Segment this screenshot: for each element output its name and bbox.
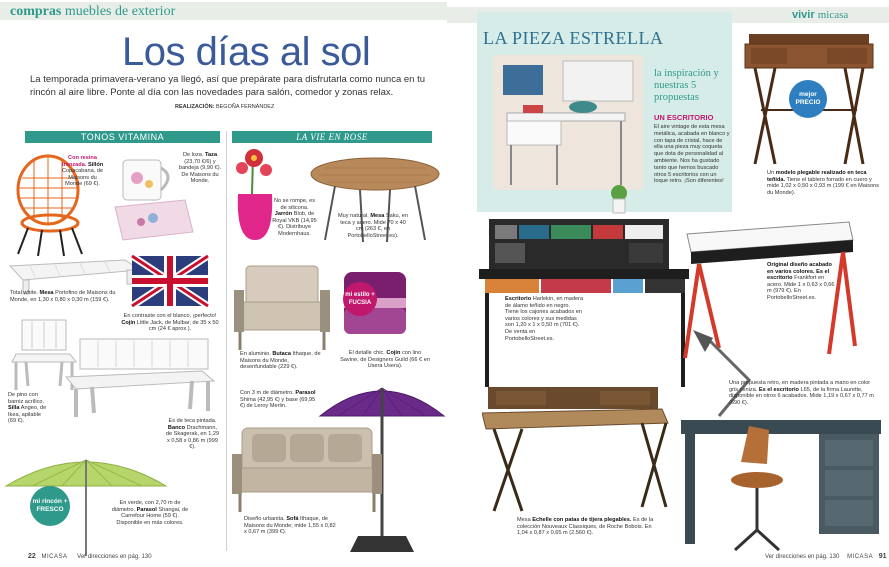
caption-cojin-lino-lead: El detalle chic. — [348, 350, 385, 356]
echelle-desk-image — [482, 383, 672, 513]
caption-butaca-lead: En aluminio. — [240, 351, 271, 357]
caption-cojin-lino — [340, 350, 430, 370]
caption-jarron-name: Jarrón — [274, 211, 293, 218]
sofa-image — [232, 420, 382, 515]
caption-frankfort-name: Es el escritorio — [767, 268, 830, 282]
caption-parasol-verde-rest: Shangai, de Carrefour Home (59 €). Disponible en más colores. — [116, 506, 189, 526]
caption-echelle-rest: Es de la colección Nouveaux Classiques, de Roche Bobois. En 1,04 x 0,87 x 0,65 m (2.560 €). — [517, 517, 654, 537]
caption-taza — [176, 152, 224, 185]
caption-cojin-lino-name: Cojín — [386, 350, 401, 356]
credit — [175, 104, 274, 110]
caption-cojin-blanco-name: Cojín — [121, 319, 136, 326]
white-bench-image — [62, 335, 217, 420]
caption-sillon-rest: Copacabana, de Maisons du Monde (69 €). — [61, 168, 104, 188]
caption-sillon-lead: Con resina trenzada. — [61, 155, 97, 168]
caption-sofa — [244, 516, 336, 536]
caption-sillon-name: Sillón — [87, 161, 104, 168]
caption-parasol-verde-name: Parasol — [136, 506, 157, 513]
inspiration-head: UN ESCRITORIO — [654, 113, 714, 122]
badge-mi-rincon: mi rincón + FRESCO — [30, 486, 70, 526]
feature-title: LA PIEZA ESTRELLA — [483, 28, 664, 48]
caption-frankfort-lead: Original diseño acabado en varios colores. — [767, 262, 832, 275]
caption-frankfort-rest: Frankfort en acero. Mide 1 x 0,63 x 0,66 m (979 €). En PortobelloStreet.es. — [767, 275, 835, 301]
caption-sillon — [60, 155, 105, 188]
caption-parasol-verde-lead: En verde, con 2,70 m de diámetro. — [111, 500, 181, 513]
caption-sofa-lead: Diseño urbanita. — [244, 516, 285, 522]
caption-butaca-name: Butaca — [272, 351, 292, 357]
section-la-vie-en-rose: LA VIE EN ROSE — [232, 131, 432, 143]
caption-sofa-name: Sofá — [286, 516, 299, 522]
caption-parasol-3m-name: Parasol — [295, 390, 316, 396]
caption-silla — [8, 392, 50, 425]
caption-parasol-3m-lead: Con 3 m de diámetro. — [240, 390, 294, 396]
right-footer-note: Ver direcciones en pág. 130 — [765, 554, 840, 560]
caption-sofa-rest: Ithaque, de Maisons du Monde; mide 1,55 x 0,82 x 0,67 m (399 €). — [244, 516, 336, 536]
left-header — [10, 4, 175, 20]
left-footer — [28, 553, 152, 560]
caption-plegable — [767, 170, 882, 196]
caption-mesa-total-rest: Portofino de Maisons du Monde, en 1,30 x 0,80 x 0,30 m (159 €). — [10, 290, 116, 303]
caption-taza-rest: (23,70 €/6) y bandeja (9,90 €). De Maisons du Monde. — [178, 158, 222, 185]
right-header — [792, 9, 848, 21]
l65-grey-desk-image — [679, 330, 889, 556]
caption-banco — [165, 418, 220, 451]
section-tonos-vitamina: TONOS VITAMINA — [25, 131, 220, 143]
caption-banco-lead: Es de teca pintada. — [168, 418, 217, 424]
caption-frankfort — [767, 262, 837, 302]
caption-mesa-total-name: Mesa — [39, 290, 54, 296]
caption-cojin-blanco-lead: En contraste con el blanco, ¡perfecto! — [123, 313, 217, 319]
caption-mesa-saku-rest: Saku, en teca y acero. Mide 70 x 40 cm (263 €, en PortobelloStreet.es). — [340, 213, 408, 239]
caption-harlekin-rest: Harlekin, en madera de álamo teñido en negro. Tiene los cajones acabados en varios colores y sus medidas son 1,20 x 1 x 0,50 m (701 €). De venta en PortobelloStreet.es. — [505, 296, 584, 342]
caption-parasol-verde — [110, 500, 190, 526]
caption-l65-rest: L65, de la firma Laurette, disponible en otros 6 acabados. Mide 1,19 x 0,67 x 0,77 m (690 €). — [729, 386, 874, 406]
intro-text: La temporada primavera-verano ya llegó, así que prepárate para disfrutarla como nunca en tu rincón al aire libre. Ponte al día con las novedades para salón, comedor y zonas relax. — [30, 74, 426, 98]
header-brand: micasa — [817, 9, 849, 21]
right-page-number: 91 — [878, 553, 887, 560]
page-title: Los días al sol — [122, 30, 371, 74]
left-footer-brand: MICASA — [41, 554, 68, 560]
caption-l65-name: Es el escritorio — [758, 386, 799, 393]
caption-jarron-rest: Blob, de Royal VKB (14,95 €). Distribuye Modernhaus. — [272, 211, 317, 237]
caption-l65 — [729, 380, 879, 406]
credit-name: BEGOÑA FERNÁNDEZ — [215, 104, 275, 110]
caption-banco-name: Banco — [167, 424, 186, 431]
caption-butaca — [240, 351, 325, 371]
caption-harlekin — [505, 296, 585, 342]
caption-jarron-lead: No se rompe, es de silicona. — [273, 198, 316, 211]
plant-pot-image — [607, 185, 631, 215]
caption-taza-lead: De loza. — [182, 152, 204, 158]
header-subsection: muebles de exterior — [64, 4, 176, 19]
caption-plegable-rest: Tiene el tablero forrado en cuero y mide 1,02 x 0,50 x 0,93 m (199 € en Maisons du Monde). — [767, 176, 879, 196]
right-page — [447, 0, 889, 567]
caption-silla-lead: De pino con barniz acrílico. — [8, 392, 45, 405]
header-vivir: vivir — [792, 9, 815, 21]
caption-cojin-blanco — [120, 313, 220, 333]
caption-l65-lead: Una propuesta retro, en madera pintada a mano en color gris ceniza. — [729, 380, 871, 393]
caption-butaca-rest: Ithaque, de Maisons du Monde, desenfundable (229 €). — [240, 351, 321, 371]
caption-plegable-lead: Un — [767, 170, 775, 176]
caption-mesa-saku-name: Mesa — [370, 213, 385, 219]
caption-parasol-3m-rest: Shima (42,95 €) y base (69,95 €) de Leroy Merlin. — [240, 396, 316, 410]
badge-mejor-precio: mejor PRECIO — [789, 80, 827, 118]
inspiration-desk-photo — [493, 55, 643, 190]
header-section: compras — [10, 4, 62, 19]
left-page-number: 22 — [28, 553, 36, 560]
badge-mi-estilo: mi estilo + FUCSIA — [343, 282, 377, 316]
caption-banco-rest: Drachmann, de Skagerak, en 1,29 x 0,58 x 0,86 m (999 €). — [165, 424, 220, 451]
caption-harlekin-name: Escritorio — [505, 296, 532, 302]
caption-mesa-saku-lead: Muy natural. — [338, 213, 369, 219]
caption-silla-rest: Angeo, de Ikea, apilable (69 €). — [8, 405, 47, 425]
aluminium-armchair-image — [232, 262, 332, 352]
left-footer-note: Ver direcciones en pág. 130 — [77, 554, 152, 560]
caption-taza-name: Taza — [205, 152, 218, 158]
caption-cojin-blanco-rest: Little Jack, de Mulbar, de 35 x 50 cm (24 € aprox.). — [136, 319, 219, 333]
caption-plegable-name: modelo plegable realizado en teca teñida. — [767, 170, 867, 183]
credit-label: REALIZACIÓN: — [175, 104, 215, 110]
feature-subtitle: la inspiración y nuestras 5 propuestas — [654, 68, 719, 103]
caption-cojin-lino-rest: con lino Savine, de Designers Guild (66 € en Usera Usera). — [340, 350, 430, 370]
caption-mesa-total-lead: Total white. — [10, 290, 38, 296]
right-footer-brand: MICASA — [847, 554, 874, 560]
caption-mesa-saku — [338, 213, 408, 239]
caption-echelle-name: Echelle con patas de tijera plegables. — [532, 517, 632, 523]
caption-mesa-total — [10, 290, 120, 303]
caption-echelle-lead: Mesa — [517, 517, 531, 523]
union-jack-cushion-image — [128, 252, 213, 312]
caption-parasol-3m — [240, 390, 320, 410]
caption-echelle — [517, 517, 657, 537]
column-divider — [226, 131, 227, 551]
right-footer — [765, 553, 887, 560]
caption-silla-name: Silla — [8, 405, 20, 412]
inspiration-text: El aire vintage de esta mesa metálica, acabada en blanco y con tapa de cristal, hace de ella una pieza muy coqueta que dota de personalidad al ambiente. Nos ha gustado tanto que hemos buscado otros 5 escritorios con un toque retro. ¡Son diferentes! — [654, 124, 730, 185]
